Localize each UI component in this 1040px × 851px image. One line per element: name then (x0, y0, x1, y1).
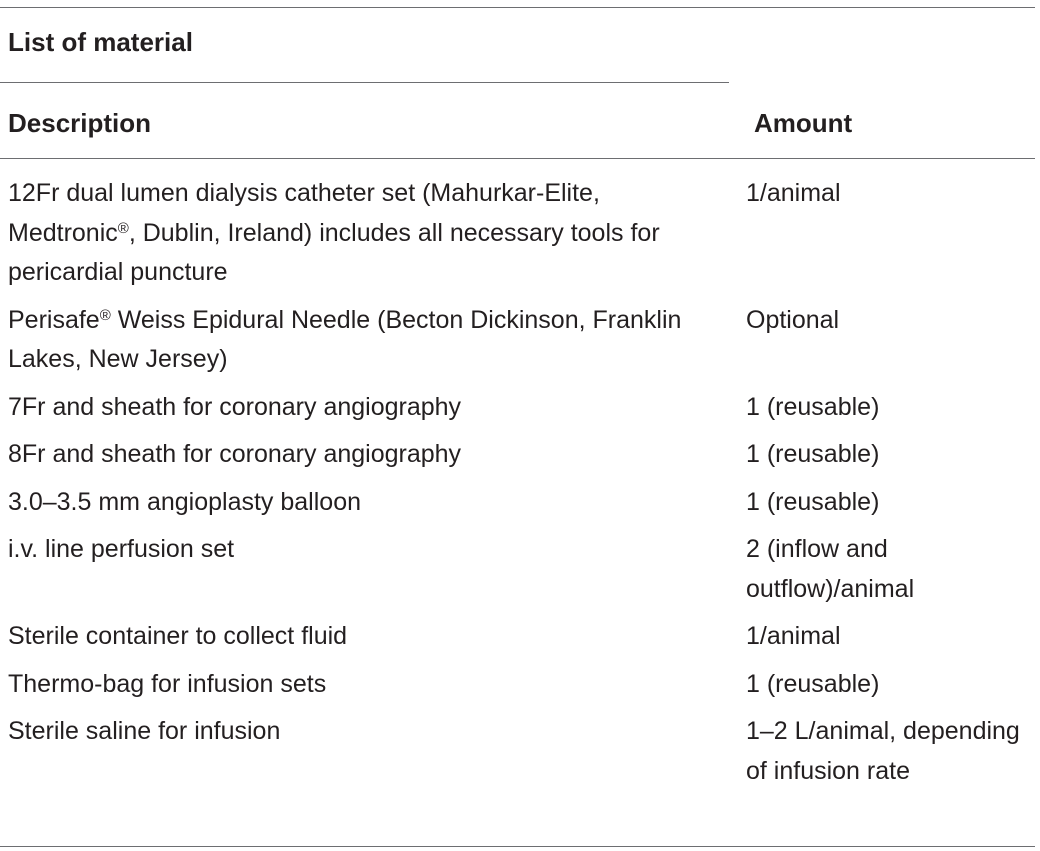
column-header-description: Description (8, 108, 152, 138)
amount-cell: 1 (reusable) (746, 440, 880, 468)
table-caption: List of material (8, 27, 193, 57)
registered-mark: ® (99, 306, 111, 324)
description-cell (0, 301, 746, 380)
table-bottom-rule (0, 846, 1035, 847)
description-cell: i.v. line perfusion set (8, 535, 235, 563)
table-row (0, 530, 1035, 617)
description-cell: Sterile container to collect fluid (8, 622, 348, 650)
table-row (0, 301, 1035, 388)
table-row (0, 665, 1035, 713)
table-row (0, 617, 1035, 665)
table-row (0, 483, 1035, 531)
amount-cell: 1 (reusable) (746, 392, 880, 421)
description-cell: Sterile saline for infusion (8, 717, 281, 745)
description-cell: 3.0–3.5 mm angioplasty balloon (8, 487, 362, 516)
description-cell (0, 174, 746, 293)
column-header-amount: Amount (754, 108, 853, 138)
description-cell: 7Fr and sheath for coronary angiography (8, 392, 462, 421)
table-body (0, 174, 1035, 799)
description-text: Perisafe (8, 305, 100, 334)
table-row (0, 435, 1035, 483)
amount-cell: 2 (inflow and outflow)/animal (746, 535, 915, 603)
amount-cell: 1–2 L/animal, depending of infusion rate (746, 717, 1020, 785)
table-top-rule (0, 7, 1035, 8)
amount-cell: Optional (746, 305, 840, 334)
description-cell: Thermo-bag for infusion sets (8, 669, 327, 698)
description-text: 12Fr dual lumen dialysis catheter set (Mahurkar-Elite, Medtronic (8, 179, 600, 247)
table-row (0, 388, 1035, 436)
amount-cell: 1/animal (746, 179, 841, 207)
description-text: , Dublin, Ireland) includes all necessary tools for pericardial puncture (8, 218, 660, 286)
amount-cell: 1/animal (746, 622, 841, 650)
caption-rule (0, 82, 729, 83)
table-row (0, 174, 1035, 301)
description-cell: 8Fr and sheath for coronary angiography (8, 440, 462, 468)
table-row (0, 712, 1035, 799)
description-text: Weiss Epidural Needle (Becton Dickinson, Franklin Lakes, New Jersey) (8, 305, 682, 373)
header-rule (0, 158, 1035, 159)
registered-mark: ® (117, 219, 129, 237)
amount-cell: 1 (reusable) (746, 669, 880, 698)
amount-cell: 1 (reusable) (746, 487, 880, 516)
